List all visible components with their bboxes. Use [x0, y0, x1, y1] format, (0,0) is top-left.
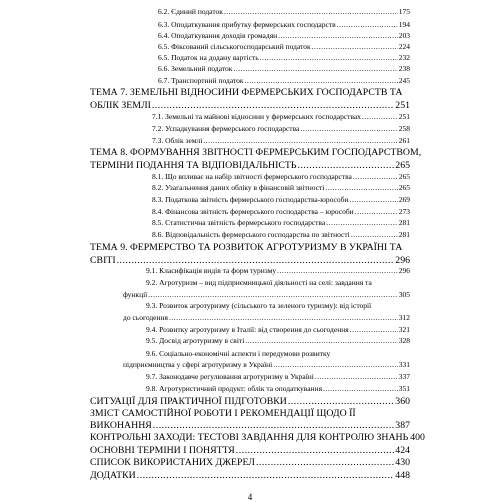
toc-entry-title-line: 9.3. Розвиток агротуризму (сільського та зеленого туризму): від історії — [146, 301, 372, 310]
toc-page-number: 331 — [398, 360, 410, 369]
dot-leader — [236, 446, 395, 456]
toc-page-number: 251 — [398, 112, 410, 121]
dot-leader — [325, 184, 397, 192]
toc-section-entry — [123, 361, 410, 369]
toc-page-number: 269 — [398, 195, 410, 204]
toc-entry-title: 9.8. Агротуристичний продукт: облік та оподаткування — [146, 384, 323, 393]
dot-leader — [148, 291, 397, 299]
toc-section-entry — [123, 314, 410, 322]
toc-page-number: 328 — [398, 336, 410, 345]
dot-leader — [233, 65, 397, 73]
toc-page-number: 296 — [395, 255, 410, 266]
toc-entry-title: СПИСОК ВИКОРИСТАНИХ ДЖЕРЕЛ — [90, 457, 255, 468]
dot-leader — [315, 373, 398, 381]
toc-page-number: 203 — [398, 31, 410, 40]
toc-section-entry — [146, 337, 410, 345]
toc-entry-title: до сьогодення — [123, 313, 168, 322]
toc-page-number: 273 — [398, 207, 410, 216]
dot-leader — [117, 256, 395, 266]
dot-leader — [337, 21, 398, 29]
dot-leader — [153, 421, 394, 431]
toc-page-number: 312 — [398, 313, 410, 322]
toc-entry-title: 8.1. Що впливає на набір звітності фермерського господарства — [152, 172, 352, 181]
toc-section-entry — [152, 125, 410, 133]
toc-page-number: 232 — [398, 53, 410, 62]
dot-leader — [152, 101, 394, 111]
dot-leader — [256, 458, 394, 468]
toc-entry-title: підприємництва у сфері агротуризму в Україні — [123, 360, 273, 369]
toc-entry-title: 8.3. Податкова звітність фермерського господарства-юрособи — [152, 195, 349, 204]
toc-page-number: 245 — [398, 76, 410, 85]
toc-entry-title: 6.2. Єдиний податок — [158, 7, 223, 16]
toc-entry-title: 7.1. Земельні та майнові відносини у фермерських господарствах — [152, 112, 361, 121]
toc-page-number: 265 — [398, 183, 410, 192]
toc-page-number: 258 — [398, 124, 410, 133]
toc-entry-title: СИТУАЦІЇ ДЛЯ ПРАКТИЧНОЇ ПІДГОТОВКИ — [90, 396, 287, 407]
toc-entry-title: 9.5. Досвід агротуризму в світі — [146, 336, 245, 345]
dot-leader — [355, 208, 398, 216]
toc-page-number: 321 — [398, 325, 410, 334]
toc-section-entry — [152, 208, 410, 216]
dot-leader — [362, 113, 398, 121]
toc-page-number: 387 — [395, 420, 410, 431]
dot-leader — [277, 267, 398, 275]
toc-entry-title: 7.3. Облік землі — [152, 136, 203, 145]
toc-entry-title: 9.7. Законодавче регулювання агротуризму в Україні — [146, 372, 314, 381]
toc-entry-title: 6.4. Оподаткування доходів громадян — [158, 31, 278, 40]
toc-page-number: 281 — [398, 218, 410, 227]
toc-entry-title: ОСНОВНІ ТЕРМІНИ І ПОНЯТТЯ — [90, 445, 235, 456]
toc-entry-title: ДОДАТКИ — [90, 470, 136, 481]
toc-entry-title: ВИКОНАННЯ — [90, 420, 152, 431]
toc-entry-title: 8.6. Відповідальність фермерського господарства по звітності — [152, 230, 350, 239]
toc-entry-title: 8.2. Узагальнення даних обліку в фінансовій звітності — [152, 183, 325, 192]
toc-section-entry — [152, 113, 410, 121]
dot-leader — [351, 231, 398, 239]
toc-section-entry — [158, 54, 410, 62]
toc-section-entry — [158, 77, 410, 85]
toc-page-number: 430 — [395, 457, 410, 468]
dot-leader — [245, 77, 398, 85]
toc-page-number: 424 — [395, 445, 410, 456]
dot-leader — [278, 32, 398, 40]
toc-page-number: 238 — [398, 64, 410, 73]
toc-section-entry — [146, 385, 410, 393]
toc-section-entry — [152, 219, 410, 227]
dot-leader — [323, 385, 398, 393]
toc-page-number: 305 — [398, 290, 410, 299]
toc-chapter-entry — [90, 421, 410, 431]
toc-page-number: 400 — [410, 432, 425, 443]
toc-page-number: 337 — [398, 372, 410, 381]
toc-section-entry — [146, 267, 410, 275]
toc-section-entry — [158, 21, 410, 29]
toc-chapter-entry — [90, 161, 410, 171]
toc-page-number: 281 — [398, 230, 410, 239]
dot-leader — [300, 125, 397, 133]
dot-leader — [349, 196, 397, 204]
toc-page-number: 448 — [395, 470, 410, 481]
toc-section-entry — [152, 231, 410, 239]
toc-page-number: 351 — [398, 384, 410, 393]
toc-entry-title: 7.2. Успадкування фермерського господарства — [152, 124, 300, 133]
toc-page-number: 360 — [395, 396, 410, 407]
dot-leader — [312, 43, 398, 51]
dot-leader — [326, 219, 398, 227]
toc-section-entry — [158, 8, 410, 16]
toc-page-number: 194 — [398, 20, 410, 29]
page-number: 4 — [247, 492, 253, 502]
dot-leader — [203, 137, 397, 145]
toc-entry-title-line: 9.2. Агротуризм – вид підприємницької діяльності на селі: завдання та — [146, 278, 372, 287]
dot-leader — [137, 471, 395, 481]
toc-entry-title: 6.3. Оподаткування прибутку фермерських господарств — [158, 20, 336, 29]
toc-entry-title: КОНТРОЛЬНІ ЗАХОДИ: ТЕСТОВІ ЗАВДАННЯ ДЛЯ КОНТРОЛЮ ЗНАНЬ — [90, 432, 409, 443]
toc-section-entry — [152, 184, 410, 192]
toc-entry-title-line: ЗМІСТ САМОСТІЙНОЇ РОБОТИ І РЕКОМЕНДАЦІЇ ЩОДО ЇЇ — [90, 408, 356, 419]
toc-section-entry — [123, 291, 410, 299]
toc-page-number: 251 — [395, 100, 410, 111]
toc-page-number: 261 — [398, 136, 410, 145]
toc-chapter-entry — [90, 432, 425, 443]
toc-entry-title-line: ТЕМА 8. ФОРМУВАННЯ ЗВІТНОСТІ ФЕРМЕРСЬКИМ ГОСПОДАРСТВОМ, — [90, 147, 422, 158]
toc-entry-title: 8.4. Фінансова звітність фермерського господарства – юрособи — [152, 207, 354, 216]
toc-entry-title-line: ТЕМА 7. ЗЕМЕЛЬНІ ВІДНОСИНИ ФЕРМЕРСЬКИХ ГОСПОДАРСТВ ТА — [90, 87, 403, 98]
toc-entry-title: функції — [123, 290, 148, 299]
toc-entry-title-line: 9.6. Соціально-економічні аспекти і передумови розвитку — [146, 349, 331, 358]
toc-entry-title: ТЕРМІНИ ПОДАННЯ ТА ВІДПОВІДАЛЬНІСТЬ — [90, 160, 297, 171]
toc-section-entry — [158, 43, 410, 51]
dot-leader — [260, 54, 398, 62]
dot-leader — [224, 8, 398, 16]
toc-section-entry — [146, 326, 410, 334]
dot-leader — [288, 397, 394, 407]
dot-leader — [245, 337, 397, 345]
dot-leader — [353, 173, 398, 181]
dot-leader — [169, 314, 398, 322]
toc-entry-title-line: ТЕМА 9. ФЕРМЕРСТВО ТА РОЗВИТОК АГРОТУРИЗМУ В УКРАЇНІ ТА — [90, 242, 403, 253]
toc-section-entry — [152, 137, 410, 145]
toc-entry-title: ОБЛІК ЗЕМЛІ — [90, 100, 151, 111]
toc-entry-title: СВІТІ — [90, 255, 116, 266]
toc-entry-title: 8.5. Статистична звітність фермерського господарства — [152, 218, 326, 227]
toc-chapter-entry — [90, 101, 410, 111]
toc-section-entry — [158, 32, 410, 40]
toc-chapter-entry — [90, 471, 410, 481]
toc-entry-title: 6.7. Транспортний податок — [158, 76, 244, 85]
toc-entry-title: 9.1. Класифікація видів та форм туризму — [146, 266, 277, 275]
toc-chapter-entry — [90, 458, 410, 468]
toc-entry-title: 9.4. Розвитку агротуризму в Італії: від створення до сьогодення — [146, 325, 349, 334]
toc-chapter-entry — [90, 397, 410, 407]
toc-entry-title: 6.5. Податок на додану вартість — [158, 53, 259, 62]
toc-entry-title: 6.6. Земельний податок — [158, 64, 233, 73]
toc-page-number: 265 — [395, 160, 410, 171]
dot-leader — [298, 161, 395, 171]
toc-section-entry — [152, 173, 410, 181]
toc-page-number: 296 — [398, 266, 410, 275]
toc-page-number: 175 — [398, 7, 410, 16]
dot-leader — [350, 326, 398, 334]
toc-section-entry — [146, 373, 410, 381]
toc-page-number: 265 — [398, 172, 410, 181]
toc-chapter-entry — [90, 446, 410, 456]
toc-chapter-entry — [90, 256, 410, 266]
toc-section-entry — [152, 196, 410, 204]
toc-entry-title: 6.5. Фіксований сільськогосподарський податок — [158, 42, 311, 51]
toc-page-number: 224 — [398, 42, 410, 51]
dot-leader — [273, 361, 397, 369]
toc-section-entry — [158, 65, 410, 73]
